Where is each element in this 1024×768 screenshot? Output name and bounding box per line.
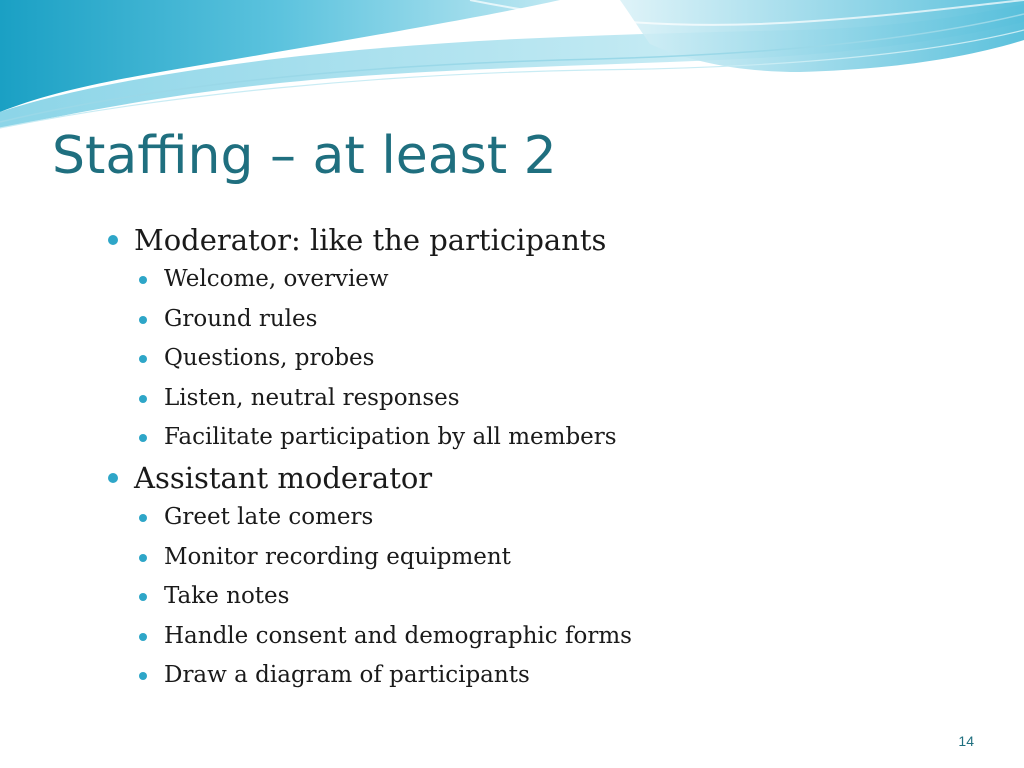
bullet-text: Welcome, overview (164, 266, 389, 292)
sub-bullet-item (106, 300, 966, 340)
sub-bullet-item (106, 617, 966, 657)
header-wave-decoration (0, 0, 1024, 130)
bullet-dot-icon (139, 633, 147, 641)
bullet-list (106, 220, 966, 696)
bullet-text: Facilitate participation by all members (164, 424, 617, 451)
bullet-dot-icon (139, 355, 147, 363)
bullet-text: Greet late comers (164, 503, 374, 530)
bullet-item (106, 458, 966, 498)
bullet-dot-icon (139, 395, 147, 403)
bullet-text: Moderator: like the participants (134, 223, 607, 257)
bullet-text: Take notes (164, 583, 290, 610)
sub-bullet-item (106, 379, 966, 419)
sub-bullet-item (106, 577, 966, 617)
bullet-dot-icon (108, 235, 118, 245)
slide-title: Staffing – at least 2 (52, 126, 557, 186)
bullet-dot-icon (139, 672, 147, 680)
bullet-text: Listen, neutral responses (164, 384, 460, 411)
bullet-text: Handle consent and demographic forms (164, 622, 632, 649)
bullet-dot-icon (139, 434, 147, 442)
bullet-dot-icon (139, 554, 147, 562)
sub-bullet-item (106, 260, 966, 300)
sub-bullet-item (106, 418, 966, 458)
bullet-text: Ground rules (164, 305, 318, 332)
sub-bullet-item (106, 656, 966, 696)
bullet-item (106, 220, 966, 260)
sub-bullet-item (106, 339, 966, 379)
bullet-dot-icon (139, 514, 147, 522)
bullet-dot-icon (108, 473, 118, 483)
bullet-dot-icon (139, 316, 147, 324)
slide-number: 14 (958, 733, 974, 749)
sub-bullet-item (106, 498, 966, 538)
bullet-text: Draw a diagram of participants (164, 662, 530, 689)
bullet-dot-icon (139, 593, 147, 601)
bullet-dot-icon (139, 276, 147, 284)
bullet-text: Questions, probes (164, 345, 375, 372)
bullet-text: Assistant moderator (134, 460, 433, 495)
bullet-text: Monitor recording equipment (164, 543, 511, 570)
sub-bullet-item (106, 538, 966, 578)
